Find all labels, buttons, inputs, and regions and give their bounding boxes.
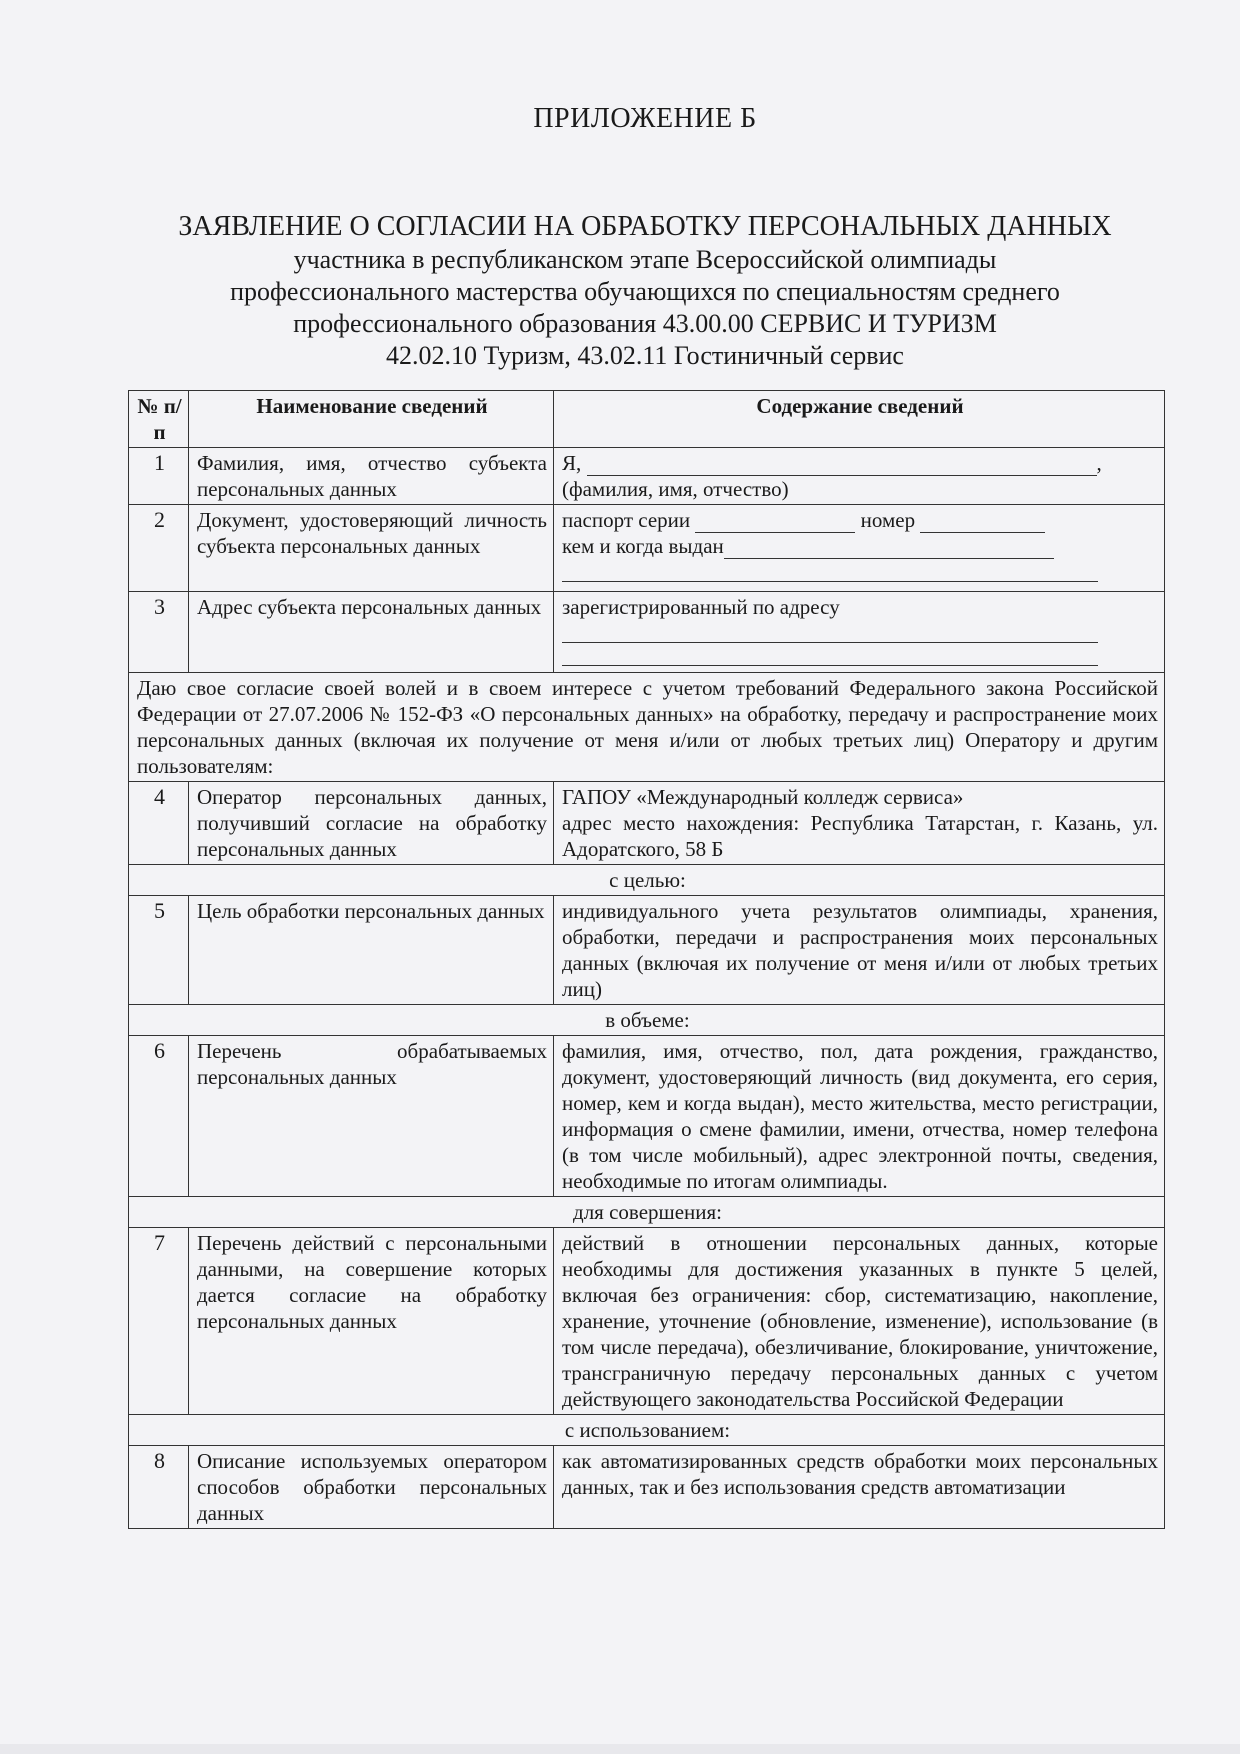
- row-name: Перечень действий с персональными данными, на совершение которых дается согласие на обработку персональных данных: [189, 1228, 554, 1415]
- address-fields: [554, 592, 1165, 673]
- consent-text: Даю свое согласие своей волей и в своем интересе с учетом требований Федерального закона Российской Федерации от 27.07.2006 № 152-ФЗ «О персональных данных» на обработку, передачу и распространение моих персональных данных (включая их получение от меня и/или от любых третьих лиц) Оператору и другим пользователям:: [129, 673, 1165, 782]
- row-name: Перечень обрабатываемых персональных данных: [189, 1036, 554, 1197]
- document-title: ЗАЯВЛЕНИЕ О СОГЛАСИИ НА ОБРАБОТКУ ПЕРСОНАЛЬНЫХ ДАННЫХ: [178, 211, 1112, 242]
- table-row: [129, 782, 1165, 865]
- table-header-row: [129, 391, 1165, 448]
- separator-actions: для совершения:: [129, 1197, 1165, 1228]
- row-number: 2: [129, 505, 189, 592]
- section-separator: [129, 1197, 1165, 1228]
- subtitle-line-4: 42.02.10 Туризм, 43.02.11 Гостиничный сервис: [386, 341, 904, 370]
- full-name-field[interactable]: [554, 448, 1165, 505]
- separator-purpose: с целью:: [129, 865, 1165, 896]
- passport-series-blank[interactable]: [695, 512, 855, 533]
- operator-name: ГАПОУ «Международный колледж сервиса»: [562, 785, 964, 809]
- table-row: [129, 1228, 1165, 1415]
- passport-fields: [554, 505, 1165, 592]
- header-name: Наименование сведений: [189, 391, 554, 448]
- passport-issued-blank[interactable]: [724, 538, 1054, 559]
- row-content: действий в отношении персональных данных, которые необходимы для достижения указанных в пункте 5 целей, включая без ограничения: сбор, систематизацию, накопление, хранение, уточнение (обновление, изменение), использование (в том числе передача), обезличивание, блокирование, уничтожение, трансграничную передачу персональных данных с учетом действующего законодательства Российской Федерации: [554, 1228, 1165, 1415]
- row-name: Оператор персональных данных, получивший согласие на обработку персональных данных: [189, 782, 554, 865]
- full-name-prefix: Я,: [562, 451, 582, 475]
- address-label: зарегистрированный по адресу: [562, 595, 840, 619]
- passport-series-label: паспорт серии: [562, 508, 691, 532]
- row-content: как автоматизированных средств обработки моих персональных данных, так и без использования средств автоматизации: [554, 1446, 1165, 1529]
- header-num: № п/п: [129, 391, 189, 448]
- row-number: 3: [129, 592, 189, 673]
- row-number: 4: [129, 782, 189, 865]
- separator-scope: в объеме:: [129, 1005, 1165, 1036]
- passport-issued-blank-2[interactable]: [562, 559, 1098, 582]
- table-row: [129, 1036, 1165, 1197]
- header-content: Содержание сведений: [554, 391, 1165, 448]
- subtitle-line-3: профессионального образования 43.00.00 СЕРВИС И ТУРИЗМ: [293, 309, 997, 338]
- passport-number-label: номер: [860, 508, 916, 532]
- row-number: 8: [129, 1446, 189, 1529]
- document-subtitle: [0, 244, 1240, 372]
- address-blank-2[interactable]: [562, 643, 1098, 666]
- consent-form-table: [128, 390, 1165, 1529]
- row-number: 6: [129, 1036, 189, 1197]
- row-name: Документ, удостоверяющий личность субъекта персональных данных: [189, 505, 554, 592]
- full-name-suffix: ,: [1096, 451, 1102, 475]
- appendix-label: ПРИЛОЖЕНИЕ Б: [533, 103, 757, 134]
- section-separator: [129, 1005, 1165, 1036]
- section-separator: [129, 1415, 1165, 1446]
- full-name-blank[interactable]: [587, 455, 1097, 476]
- row-name: Цель обработки персональных данных: [189, 896, 554, 1005]
- passport-issued-label: кем и когда выдан: [562, 534, 724, 558]
- subtitle-line-1: участника в республиканском этапе Всероссийской олимпиады: [293, 245, 997, 274]
- table-row: [129, 896, 1165, 1005]
- operator-info: [554, 782, 1165, 865]
- subtitle-line-2: профессионального мастерства обучающихся по специальностям среднего: [230, 277, 1060, 306]
- row-name: Описание используемых оператором способов обработки персональных данных: [189, 1446, 554, 1529]
- page-bottom-edge: [0, 1744, 1240, 1754]
- full-name-hint: (фамилия, имя, отчество): [562, 477, 789, 501]
- row-number: 7: [129, 1228, 189, 1415]
- table-row: [129, 592, 1165, 673]
- row-number: 1: [129, 448, 189, 505]
- row-name: Адрес субъекта персональных данных: [189, 592, 554, 673]
- operator-address: адрес место нахождения: Республика Татарстан, г. Казань, ул. Адоратского, 58 Б: [562, 811, 1158, 861]
- table-row: [129, 505, 1165, 592]
- section-separator: [129, 865, 1165, 896]
- row-content: индивидуального учета результатов олимпиады, хранения, обработки, передачи и распространения моих персональных данных (включая их получение от меня и/или от любых третьих лиц): [554, 896, 1165, 1005]
- passport-number-blank[interactable]: [920, 512, 1045, 533]
- row-name: Фамилия, имя, отчество субъекта персональных данных: [189, 448, 554, 505]
- row-number: 5: [129, 896, 189, 1005]
- address-blank-1[interactable]: [562, 620, 1098, 643]
- separator-methods: с использованием:: [129, 1415, 1165, 1446]
- consent-row: [129, 673, 1165, 782]
- table-row: [129, 448, 1165, 505]
- table-row: [129, 1446, 1165, 1529]
- row-content: фамилия, имя, отчество, пол, дата рождения, гражданство, документ, удостоверяющий личность (вид документа, его серия, номер, кем и когда выдан), место жительства, место регистрации, информация о смене фамилии, имени, отчества, номер телефона (в том числе мобильный), адрес электронной почты, сведения, необходимые по итогам олимпиады.: [554, 1036, 1165, 1197]
